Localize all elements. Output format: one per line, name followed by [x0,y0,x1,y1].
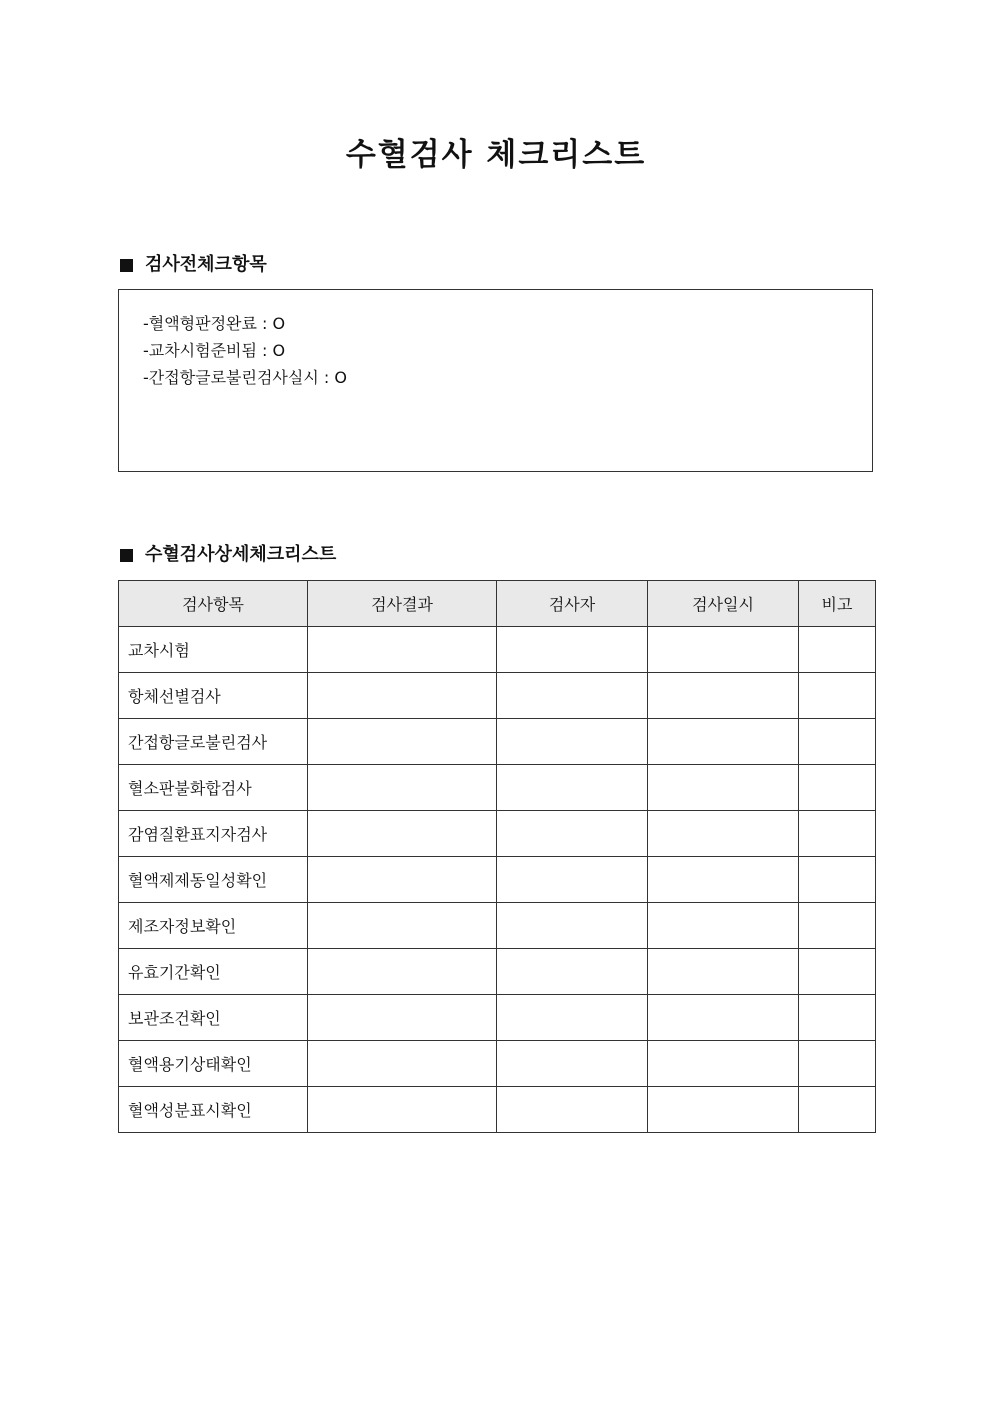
section-heading-detail-label: 수혈검사상세체크리스트 [145,544,337,565]
black-square-icon [120,259,133,272]
table-row [119,1041,876,1087]
table-row [119,673,876,719]
cell-item: 항체선별검사 [119,673,308,719]
cell-datetime[interactable] [648,673,799,719]
cell-result[interactable] [308,811,497,857]
section-heading-detail [120,543,336,567]
cell-datetime[interactable] [648,1041,799,1087]
cell-datetime[interactable] [648,627,799,673]
page-title: 수혈검사 체크리스트 [345,137,647,173]
cell-item: 혈액성분표시확인 [119,1087,308,1133]
cell-note[interactable] [799,765,876,811]
cell-inspector[interactable] [497,627,648,673]
cell-note[interactable] [799,903,876,949]
column-header-result: 검사결과 [308,581,497,627]
column-header-datetime: 검사일시 [648,581,799,627]
cell-result[interactable] [308,903,497,949]
detail-checklist-table [118,580,876,1133]
table-row [119,1087,876,1133]
cell-item: 혈소판불화합검사 [119,765,308,811]
cell-item: 제조자정보확인 [119,903,308,949]
cell-inspector[interactable] [497,995,648,1041]
cell-datetime[interactable] [648,811,799,857]
overall-check-box [118,289,873,472]
cell-datetime[interactable] [648,765,799,811]
cell-result[interactable] [308,765,497,811]
cell-result[interactable] [308,1041,497,1087]
cell-result[interactable] [308,949,497,995]
table-row [119,719,876,765]
table-row [119,949,876,995]
cell-item: 보관조건확인 [119,995,308,1041]
table-row [119,765,876,811]
cell-inspector[interactable] [497,857,648,903]
cell-inspector[interactable] [497,811,648,857]
cell-inspector[interactable] [497,949,648,995]
cell-item: 교차시험 [119,627,308,673]
cell-datetime[interactable] [648,995,799,1041]
cell-note[interactable] [799,1041,876,1087]
overall-check-line: -간접항글로불린검사실시 : O [143,368,347,387]
cell-result[interactable] [308,673,497,719]
overall-check-line: -혈액형판정완료 : O [143,314,286,333]
cell-note[interactable] [799,811,876,857]
cell-note[interactable] [799,857,876,903]
table-row [119,995,876,1041]
table-header-row [119,581,876,627]
cell-result[interactable] [308,627,497,673]
cell-datetime[interactable] [648,903,799,949]
table-row [119,811,876,857]
cell-inspector[interactable] [497,1041,648,1087]
cell-note[interactable] [799,673,876,719]
cell-item: 간접항글로불린검사 [119,719,308,765]
cell-note[interactable] [799,949,876,995]
cell-inspector[interactable] [497,765,648,811]
cell-item: 혈액용기상태확인 [119,1041,308,1087]
cell-inspector[interactable] [497,1087,648,1133]
cell-note[interactable] [799,719,876,765]
black-square-icon [120,549,133,562]
section-heading-overall [120,253,267,277]
cell-item: 혈액제제동일성확인 [119,857,308,903]
cell-inspector[interactable] [497,903,648,949]
cell-item: 유효기간확인 [119,949,308,995]
cell-result[interactable] [308,719,497,765]
cell-note[interactable] [799,1087,876,1133]
cell-result[interactable] [308,857,497,903]
cell-datetime[interactable] [648,1087,799,1133]
table-row [119,857,876,903]
cell-datetime[interactable] [648,719,799,765]
cell-datetime[interactable] [648,949,799,995]
cell-inspector[interactable] [497,673,648,719]
overall-check-line: -교차시험준비됨 : O [143,341,286,360]
column-header-inspector: 검사자 [497,581,648,627]
table-row [119,627,876,673]
cell-datetime[interactable] [648,857,799,903]
cell-item: 감염질환표지자검사 [119,811,308,857]
section-heading-overall-label: 검사전체크항목 [145,254,267,275]
column-header-note: 비고 [799,581,876,627]
cell-result[interactable] [308,995,497,1041]
table-row [119,903,876,949]
cell-note[interactable] [799,627,876,673]
cell-result[interactable] [308,1087,497,1133]
column-header-item: 검사항목 [119,581,308,627]
cell-note[interactable] [799,995,876,1041]
cell-inspector[interactable] [497,719,648,765]
